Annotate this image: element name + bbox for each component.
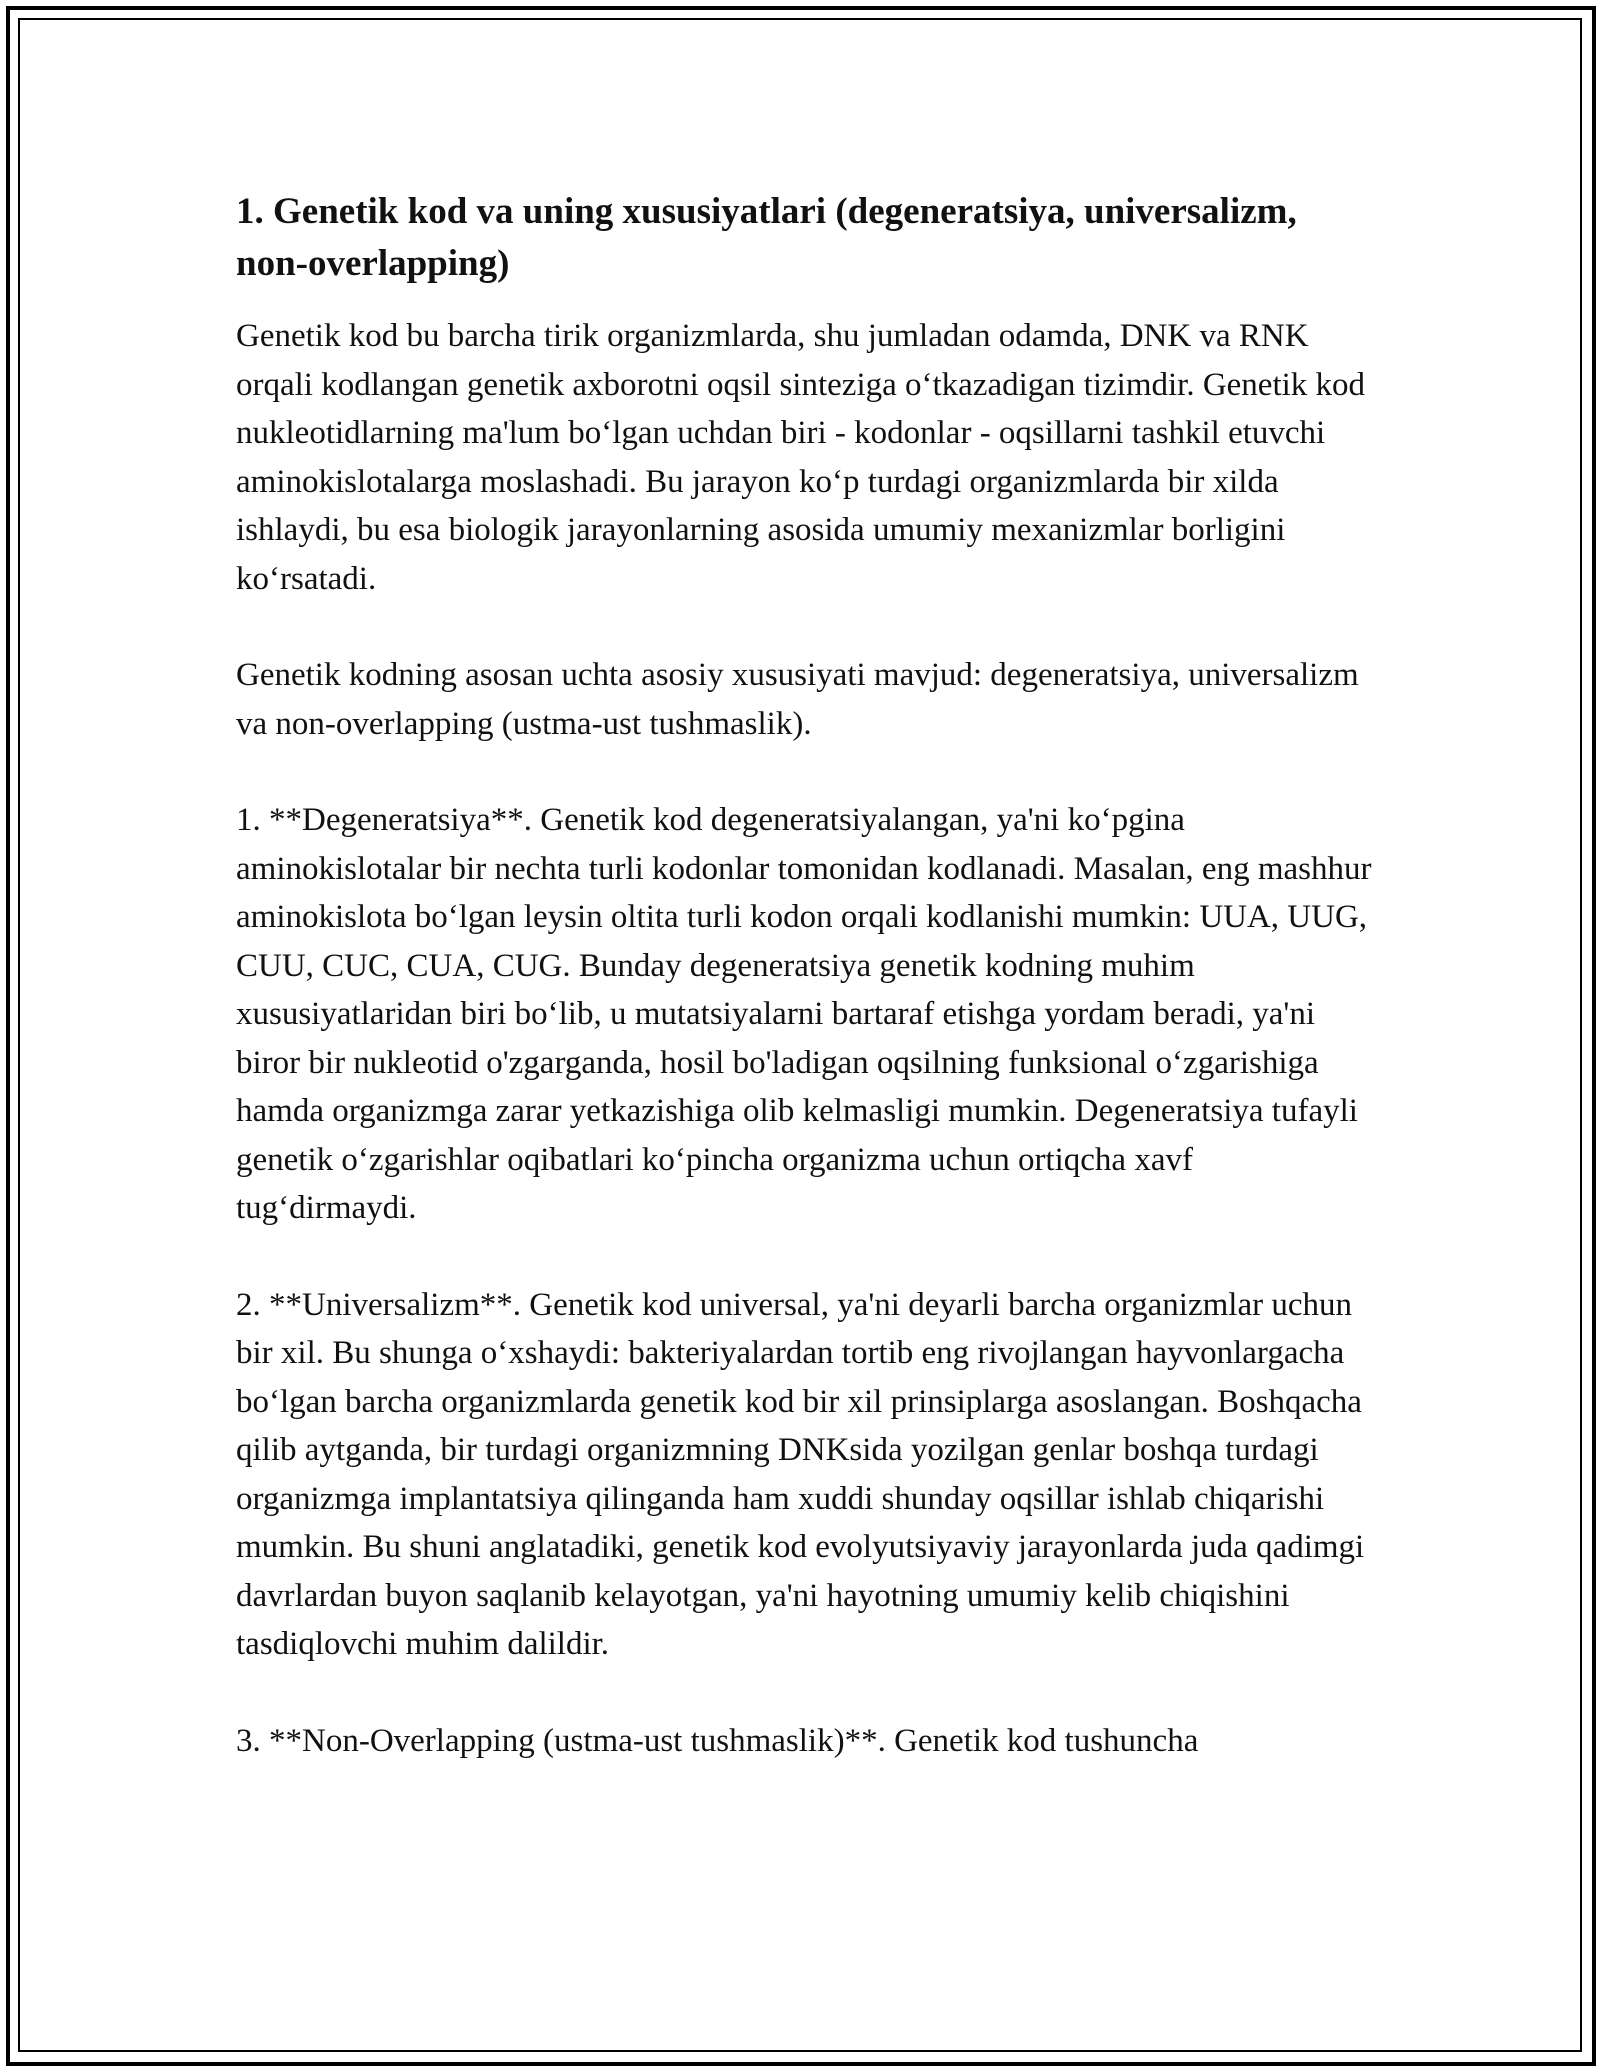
document-body	[236, 186, 1376, 1813]
paragraph-universality: 2. **Universalizm**. Genetik kod universal, ya'ni deyarli barcha organizmlar uchun bir xil. Bu shunga o‘xshaydi: bakteriyalardan tortib eng rivojlangan hayvonlargacha bo‘lgan barcha organizmlarda genetik kod bir xil prinsiplarga asoslangan. Boshqacha qilib aytganda, bir turdagi organizmning DNKsida yozilgan genlar boshqa turdagi organizmga implantatsiya qilinganda ham xuddi shunday oqsillar ishlab chiqarishi mumkin. Bu shuni anglatadiki, genetik kod evolyutsiyaviy jarayonlarda juda qadimgi davrlardan buyon saqlanib kelayotgan, ya'ni hayotning umumiy kelib chiqishini tasdiqlovchi muhim dalildir.	[236, 1286, 1365, 1662]
section-heading: 1. Genetik kod va uning xususiyatlari (degeneratsiya, universalizm, non-overlapping)	[236, 191, 1297, 284]
paragraph-non-overlapping: 3. **Non-Overlapping (ustma-ust tushmaslik)**. Genetik kod tushuncha	[236, 1722, 1199, 1759]
paragraph-intro: Genetik kod bu barcha tirik organizmlarda, shu jumladan odamda, DNK va RNK orqali kodlangan genetik axborotni oqsil sinteziga o‘tkazadigan tizimdir. Genetik kod nukleotidlarning ma'lum bo‘lgan uchdan biri - kodonlar - oqsillarni tashkil etuvchi aminokislotalarga moslashadi. Bu jarayon ko‘p turdagi organizmlarda bir xilda ishlaydi, bu esa biologik jarayonlarning asosida umumiy mexanizmlar borligini ko‘rsatadi.	[236, 318, 1366, 597]
paragraph-properties-summary: Genetik kodning asosan uchta asosiy xususiyati mavjud: degeneratsiya, universalizm va non-overlapping (ustma-ust tushmaslik).	[236, 657, 1359, 742]
paragraph-degeneracy: 1. **Degeneratsiya**. Genetik kod degeneratsiyalangan, ya'ni ko‘pgina aminokislotalar bir nechta turli kodonlar tomonidan kodlanadi. Masalan, eng mashhur aminokislota bo‘lgan leysin oltita turli kodon orqali kodlanishi mumkin: UUA, UUG, CUU, CUC, CUA, CUG. Bunday degeneratsiya genetik kodning muhim xususiyatlaridan biri bo‘lib, u mutatsiyalarni bartaraf etishga yordam beradi, ya'ni biror bir nukleotid o'zgarganda, hosil bo'ladigan oqsilning funksional o‘zgarishiga hamda organizmga zarar yetkazishiga olib kelmasligi mumkin. Degeneratsiya tufayli genetik o‘zgarishlar oqibatlari ko‘pincha organizma uchun ortiqcha xavf tug‘dirmaydi.	[236, 802, 1372, 1226]
